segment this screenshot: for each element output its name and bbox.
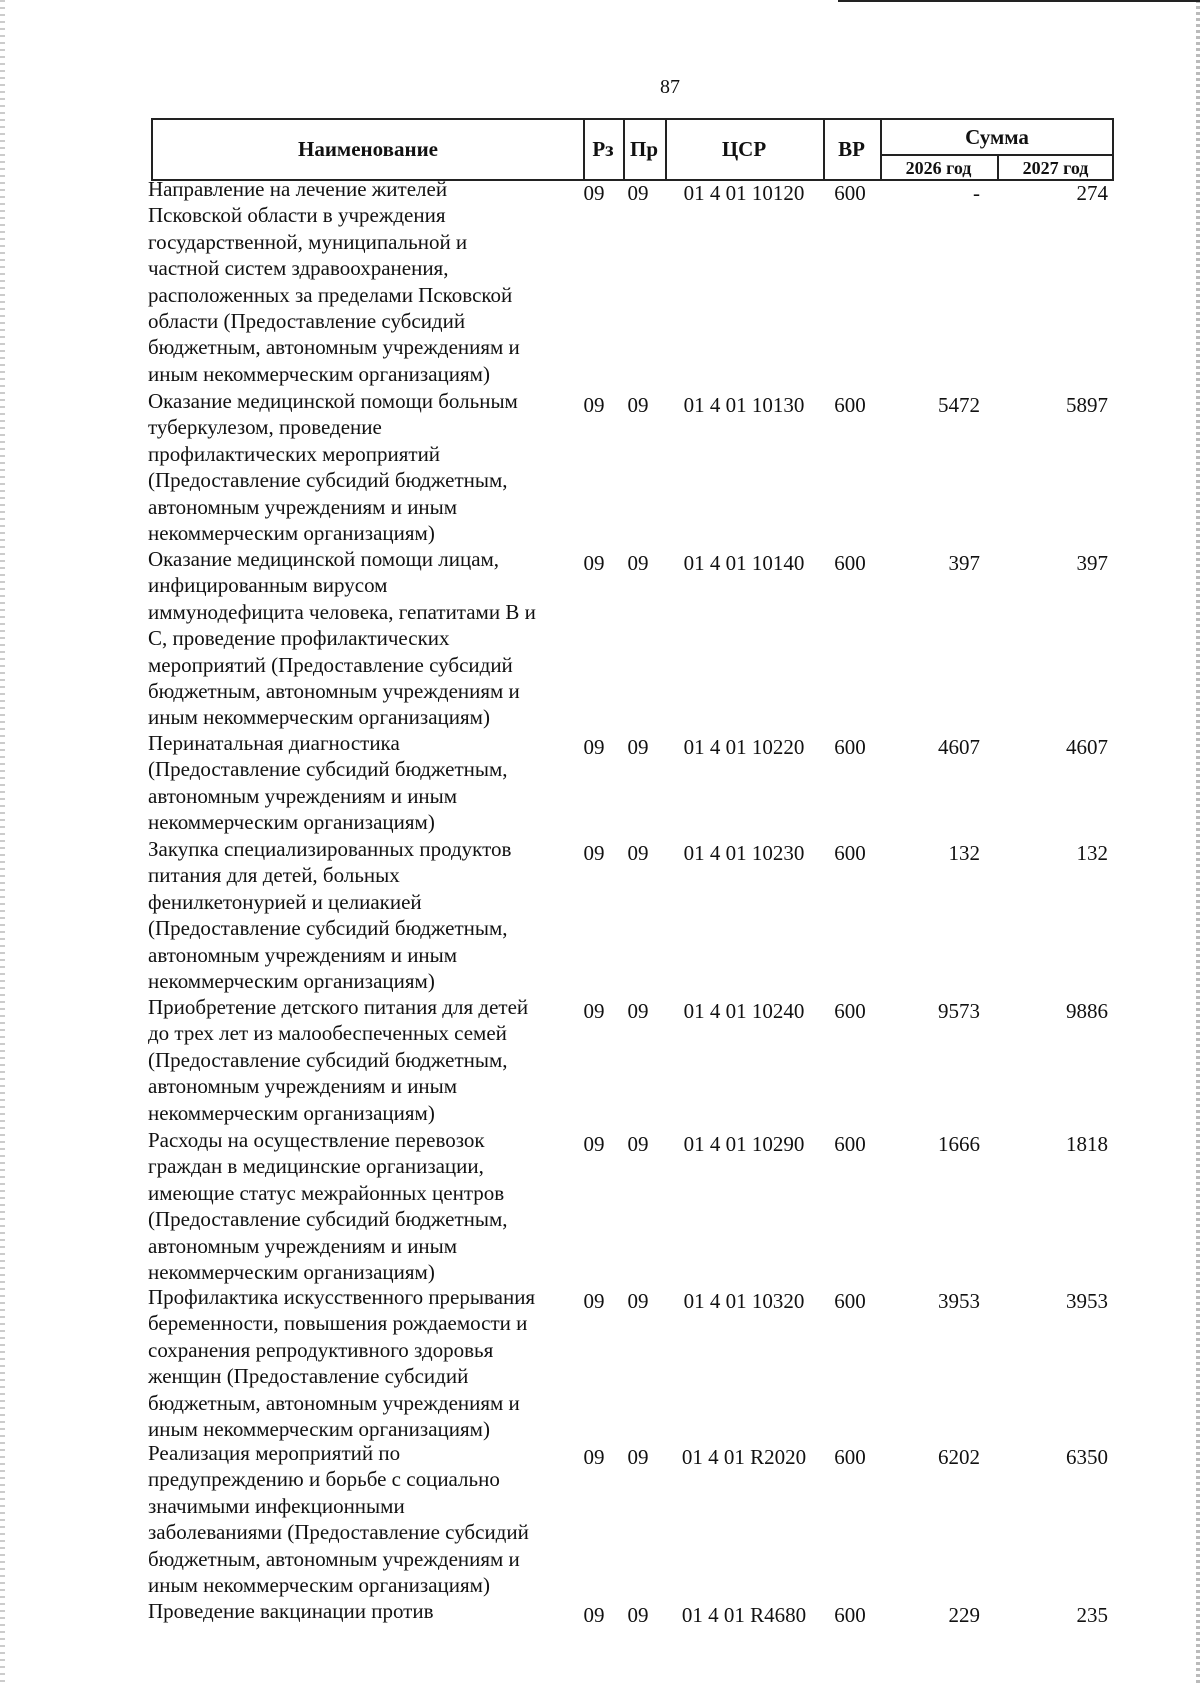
row-pr: 09	[627, 841, 649, 865]
row-sum-2027: 235	[1076, 1603, 1108, 1627]
row-csr: 01 4 01 10220	[683, 735, 805, 759]
row-sum-2027: 397	[1076, 551, 1108, 575]
row-name: Профилактика искусственного прерывания беременности, повышения рождаемости и сохранения репродуктивного здоровья женщин (Предоставление субсидий бюджетным, автономным учреждениям и иным некоммерческим организациям)	[148, 1285, 536, 1442]
row-pr: 09	[627, 393, 649, 417]
row-sum-2026: 9573	[938, 999, 980, 1023]
row-csr: 01 4 01 10290	[683, 1132, 805, 1156]
row-sum-2026: 5472	[938, 393, 980, 417]
header-pr: Пр	[629, 137, 658, 161]
row-csr: 01 4 01 10120	[683, 181, 805, 205]
row-name: Оказание медицинской помощи больным туберкулезом, проведение профилактических мероприятий (Предоставление субсидий бюджетным, автономным учреждениям и иным некоммерческим организациям)	[148, 389, 518, 546]
row-pr: 09	[627, 1445, 649, 1469]
row-sum-2027: 9886	[1066, 999, 1108, 1023]
row-sum-2026: 1666	[938, 1132, 980, 1156]
row-csr: 01 4 01 R2020	[681, 1445, 807, 1469]
row-vr: 600	[834, 393, 866, 417]
row-csr: 01 4 01 R4680	[681, 1603, 807, 1627]
row-rz: 09	[583, 181, 605, 205]
row-csr: 01 4 01 10230	[683, 841, 805, 865]
header-year-2026: 2026 год	[905, 158, 972, 178]
row-vr: 600	[834, 1289, 866, 1313]
row-rz: 09	[583, 551, 605, 575]
row-vr: 600	[834, 551, 866, 575]
row-sum-2026: -	[973, 181, 980, 205]
row-rz: 09	[583, 735, 605, 759]
row-name: Оказание медицинской помощи лицам, инфицированным вирусом иммунодефицита человека, гепатитами В и С, проведение профилактических мероприятий (Предоставление субсидий бюджетным, автономным учреждениям и иным некоммерческим организациям)	[148, 547, 536, 730]
row-pr: 09	[627, 1289, 649, 1313]
header-vr: ВР	[838, 137, 865, 161]
row-sum-2026: 6202	[938, 1445, 980, 1469]
row-csr: 01 4 01 10320	[683, 1289, 805, 1313]
row-vr: 600	[834, 999, 866, 1023]
row-sum-2027: 274	[1076, 181, 1108, 205]
row-sum-2026: 229	[948, 1603, 980, 1627]
header-year-2027: 2027 год	[1022, 158, 1089, 178]
row-csr: 01 4 01 10240	[683, 999, 805, 1023]
row-sum-2026: 132	[948, 841, 980, 865]
row-rz: 09	[583, 1603, 605, 1627]
row-vr: 600	[834, 181, 866, 205]
row-rz: 09	[583, 393, 605, 417]
row-sum-2027: 1818	[1066, 1132, 1108, 1156]
row-vr: 600	[834, 1445, 866, 1469]
row-sum-2026: 3953	[938, 1289, 980, 1313]
row-csr: 01 4 01 10130	[683, 393, 805, 417]
row-pr: 09	[627, 1603, 649, 1627]
row-rz: 09	[583, 999, 605, 1023]
row-pr: 09	[627, 551, 649, 575]
row-sum-2027: 4607	[1066, 735, 1108, 759]
row-pr: 09	[627, 999, 649, 1023]
row-name: Перинатальная диагностика (Предоставление субсидий бюджетным, автономным учреждениям и иным некоммерческим организациям)	[148, 731, 508, 835]
row-sum-2027: 6350	[1066, 1445, 1108, 1469]
header-csr: ЦСР	[721, 137, 767, 161]
row-sum-2026: 397	[948, 551, 980, 575]
row-pr: 09	[627, 181, 649, 205]
row-rz: 09	[583, 1289, 605, 1313]
row-rz: 09	[583, 1445, 605, 1469]
row-name: Реализация мероприятий по предупреждению и борьбе с социально значимыми инфекционными заболеваниями (Предоставление субсидий бюджетным, автономным учреждениям и иным некоммерческим организациям)	[148, 1441, 529, 1598]
row-name: Приобретение детского питания для детей до трех лет из малообеспеченных семей (Предоставление субсидий бюджетным, автономным учреждениям и иным некоммерческим организациям)	[148, 995, 529, 1125]
row-name: Закупка специализированных продуктов питания для детей, больных фенилкетонурией и целиакией (Предоставление субсидий бюджетным, автономным учреждениям и иным некоммерческим организациям)	[148, 837, 512, 994]
row-pr: 09	[627, 735, 649, 759]
row-rz: 09	[583, 841, 605, 865]
header-name: Наименование	[298, 137, 438, 161]
row-rz: 09	[583, 1132, 605, 1156]
row-vr: 600	[834, 1603, 866, 1627]
row-sum-2027: 5897	[1066, 393, 1108, 417]
row-pr: 09	[627, 1132, 649, 1156]
row-name: Направление на лечение жителей Псковской области в учреждения государственной, муниципальной и частной систем здравоохранения, расположенных за пределами Псковской области (Предоставление субсидий бюджетным, автономным учреждениям и иным некоммерческим организациям)	[148, 177, 520, 386]
row-sum-2027: 132	[1076, 841, 1108, 865]
row-sum-2027: 3953	[1066, 1289, 1108, 1313]
header-rz: Рз	[592, 137, 614, 161]
row-csr: 01 4 01 10140	[683, 551, 805, 575]
row-sum-2026: 4607	[938, 735, 980, 759]
row-vr: 600	[834, 841, 866, 865]
row-vr: 600	[834, 735, 866, 759]
row-name: Расходы на осуществление перевозок граждан в медицинские организации, имеющие статус межрайонных центров (Предоставление субсидий бюджетным, автономным учреждениям и иным некоммерческим организациям)	[148, 1128, 508, 1285]
page-number: 87	[660, 76, 680, 98]
header-sum: Сумма	[965, 124, 1029, 149]
row-name: Проведение вакцинации против	[148, 1599, 434, 1623]
row-vr: 600	[834, 1132, 866, 1156]
